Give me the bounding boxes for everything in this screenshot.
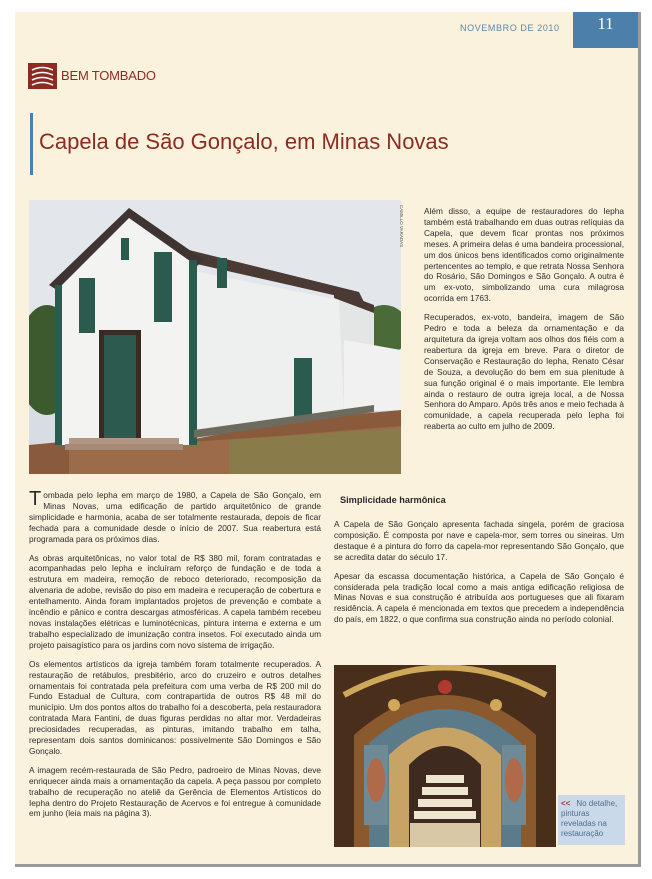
section-label: BEM TOMBADO: [61, 68, 156, 83]
paragraph: A imagem recém-restaurada de São Pedro, padroeiro de Minas Novas, deve enriquecer ainda mais a ornamentação da capela. A peça passou por completo trabalho de recuperação no ateliê da Gerência de Elementos Artísticos do Iepha dentro do Projeto Restauração de Acervos e foi entregue à comunidade em junho (leia mais na página 3).: [29, 764, 321, 819]
paragraph: Recuperados, ex-voto, bandeira, imagem de São Pedro e toda a beleza da ornamentação e da arquitetura da igreja voltam aos olhos dos fiéis com a reabertura da igreja em breve. Para o diretor de Conservação e Restauração do Iepha, Renato César de Souza, a devolução do bem em sua plenitude à sua função original é o mais importante. Ele lembra ainda o restauro de outra igreja local, a de Nossa Senhora do Amparo. Após três anos e meio fechada à comunidade, a capela recuperada pelo Iepha foi reaberta ao culto em julho de 2009.: [424, 312, 624, 432]
paragraph: A Capela de São Gonçalo apresenta fachada singela, porém de graciosa composição. É composta por nave e capela-mor, sem torres ou sineiras. Um destaque é a pintura do forro da capela-mor representando São Gonçalo, que se acredita datar do século 17.: [334, 519, 624, 562]
article-title: Capela de São Gonçalo, em Minas Novas: [39, 129, 449, 154]
title-accent-bar: [30, 113, 33, 175]
paragraph: Apesar da escassa documentação histórica, a Capela de São Gonçalo é considerada pela tradição local como a mais antiga edificação religiosa de Minas Novas e sua construção é atribuída aos portugueses que ali fixaram residência. A capela é mencionada em textos que precedem a independência do país, em 1822, o que confirma sua construção ainda no período colonial.: [334, 570, 624, 625]
church-exterior-photo: [29, 200, 401, 474]
photo-credit: CAMILLO VARADAS: [399, 205, 404, 248]
section-logo-icon: [28, 63, 57, 89]
issue-date: NOVEMBRO DE 2010: [460, 23, 560, 33]
altar-detail-photo: [334, 665, 556, 847]
caption-text: No detalhe, pinturas reveladas na restauração: [561, 799, 618, 838]
paragraph: As obras arquitetônicas, no valor total de R$ 380 mil, foram contratadas e acompanhadas pelo Iepha e incluíram reforço de fundação e de toda a estrutura em madeira, remoção de reboco deteriorado, recomposição da alvenaria de adobe, revisão do piso em madeira e recuperação de cobertura e entelhamento. Ainda foram implantados projetos de prevenção e combate a incêndio e pânico e contra descargas atmosféricas. A capela também recebeu novas instalações elétricas e luminotécnicas, pintura interna e externa e um trabalho especializado de imunização contra insetos. Foi executado ainda um projeto paisagístico para os jardins com novo sistema de irrigação.: [29, 552, 321, 650]
lead-paragraph: [29, 490, 321, 545]
intro-right-column: [424, 206, 624, 440]
lead-text: ombada pelo Iepha em março de 1980, a Capela de São Gonçalo, em Minas Novas, uma edificação de partido arquitetônico de grande simplicidade e harmonia, acaba de ser totalmente restaurada, depois de ficar fechada para a comunidade desde o início de 2007. Sua reabertura está programada para os próximos dias.: [29, 490, 321, 544]
paragraph: Além disso, a equipe de restauradores do Iepha também está trabalhando em duas outras relíquias da Capela, que devem ficar prontas nos próximos meses. A primeira delas é uma bandeira processional, um dos únicos bens identificados como originalmente pertencentes ao templo, e que retrata Nossa Senhora do Rosário, São Domingos e São Gonçalo. A outra é um ex-voto, simbolizando uma cura milagrosa ocorrida em 1763.: [424, 206, 624, 304]
drop-cap: T: [29, 488, 42, 510]
caption-arrow-icon: <<: [561, 799, 571, 808]
subheading: Simplicidade harmônica: [340, 495, 446, 505]
right-text-column: [334, 519, 624, 633]
photo-caption: [558, 795, 625, 845]
page-number: 11: [573, 12, 638, 48]
page-shadow-bottom: [15, 864, 641, 867]
paragraph: Os elementos artísticos da igreja também foram totalmente recuperados. A restauração de retábulos, presbitério, arco do cruzeiro e outros detalhes ornamentais foi contratada pela prefeitura com uma verba de R$ 200 mil do Fundo Estadual de Cultura, com contrapartida de outros R$ 48 mil do município. Um dos pontos altos do trabalho foi a descoberta, pela restauradora contratada Mara Fantini, de duas figuras perdidas no altar mor. Verdadeiras preciosidades recuperadas, as pinturas, imitando trabalho em talha, representam dois santos dominicanos: possivelmente São Domingos e São Gonçalo.: [29, 658, 321, 756]
page-shadow-right: [638, 12, 641, 867]
left-text-column: [29, 490, 321, 827]
